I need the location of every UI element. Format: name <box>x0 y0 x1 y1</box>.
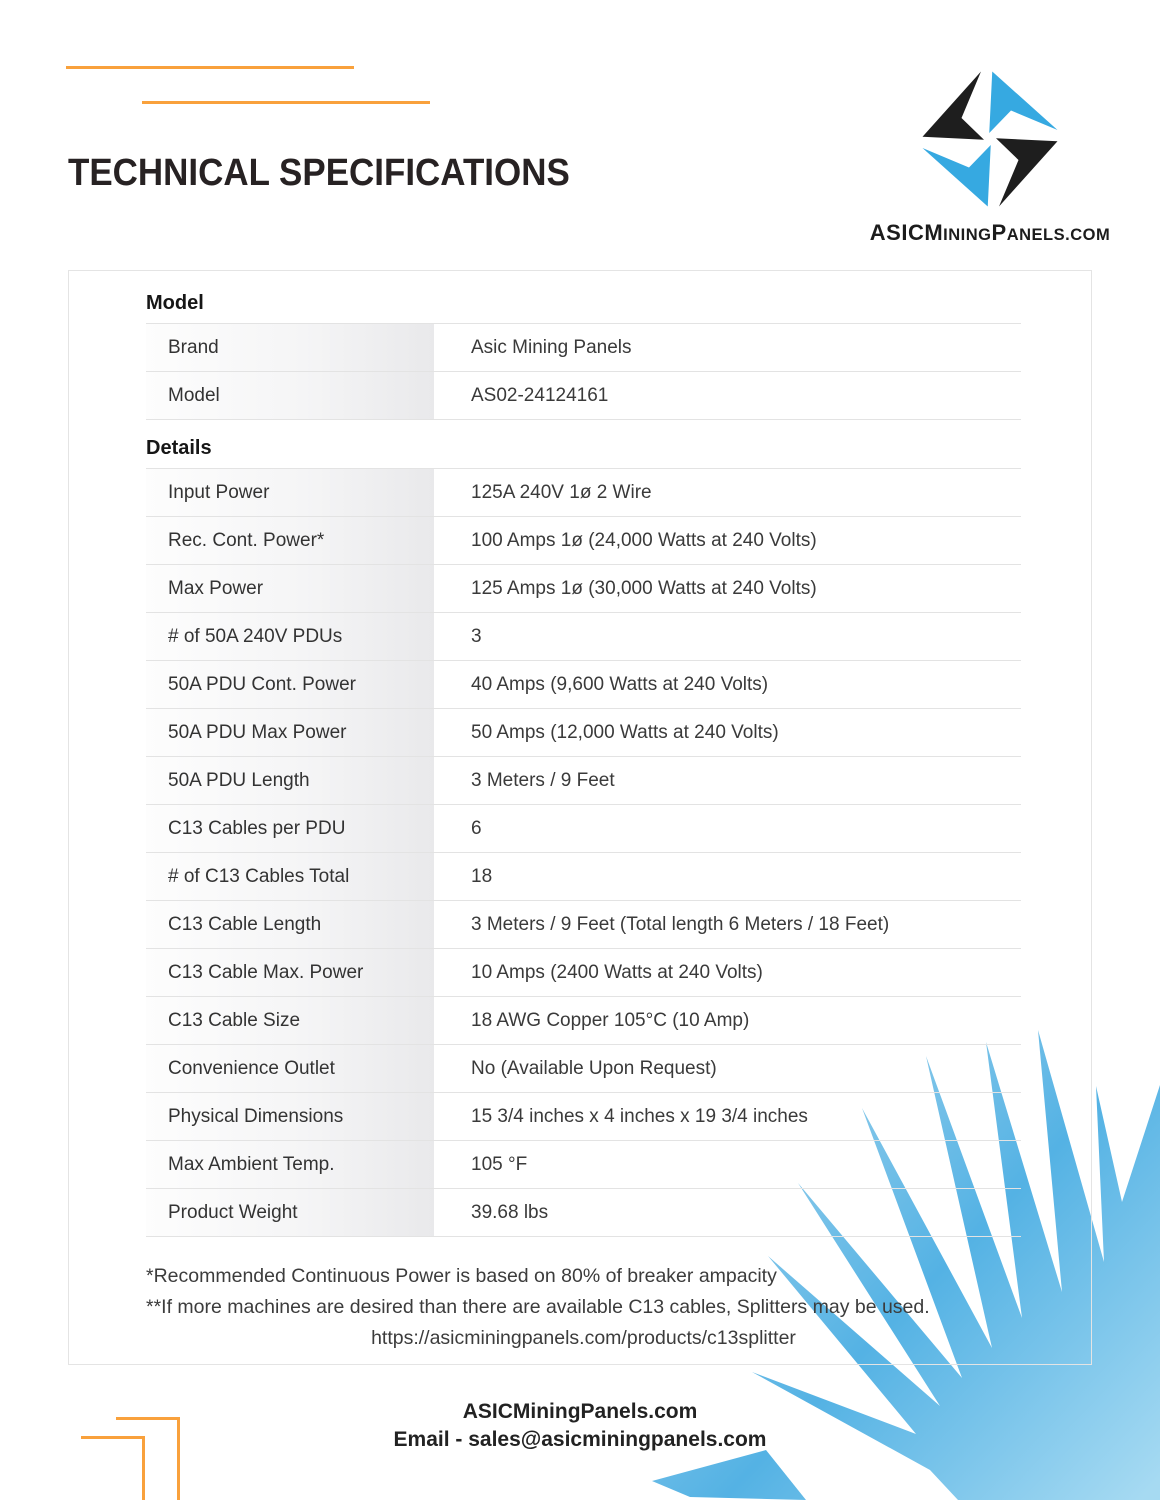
spec-label: Physical Dimensions <box>146 1093 434 1140</box>
spec-value: 40 Amps (9,600 Watts at 240 Volts) <box>471 673 769 695</box>
spec-card <box>68 270 1092 1365</box>
spec-row <box>146 565 1021 613</box>
spec-value: 6 <box>471 817 482 839</box>
spec-label: C13 Cable Length <box>146 901 434 948</box>
spec-label: 50A PDU Length <box>146 757 434 804</box>
spec-value: 18 <box>471 865 493 887</box>
corner-bracket-inner-vertical <box>142 1436 145 1500</box>
footnote-url: https://asicminingpanels.com/products/c13splitter <box>371 1327 796 1349</box>
page-footer <box>0 1398 1160 1454</box>
footnotes <box>146 1261 1021 1354</box>
brand-logo-mark <box>915 64 1065 214</box>
spec-label: Max Power <box>146 565 434 612</box>
spec-label: # of 50A 240V PDUs <box>146 613 434 660</box>
spec-value: 3 Meters / 9 Feet (Total length 6 Meters / 18 Feet) <box>471 913 890 935</box>
footnote-1: *Recommended Continuous Power is based on 80% of breaker ampacity <box>146 1265 777 1287</box>
corner-bracket-outer-vertical <box>177 1417 180 1500</box>
footer-site: ASICMiningPanels.com <box>462 1400 698 1423</box>
spec-value: 10 Amps (2400 Watts at 240 Volts) <box>471 961 763 983</box>
spec-value: 18 AWG Copper 105°C (10 Amp) <box>471 1009 750 1031</box>
logo-text-part: ASICM <box>869 220 944 245</box>
spec-label: Rec. Cont. Power* <box>146 517 434 564</box>
accent-line-top <box>66 66 354 69</box>
spec-value: 39.68 lbs <box>471 1201 549 1223</box>
spec-table <box>146 283 1091 1237</box>
logo-text-part: INING <box>943 226 992 244</box>
spec-row <box>146 1045 1021 1093</box>
spec-card-content <box>69 271 1091 1354</box>
spec-label: # of C13 Cables Total <box>146 853 434 900</box>
spec-row <box>146 1093 1021 1141</box>
spec-label: 50A PDU Cont. Power <box>146 661 434 708</box>
logo-text-part: .COM <box>1065 226 1111 244</box>
spec-value: 3 <box>471 625 482 647</box>
spec-row <box>146 469 1021 517</box>
spec-value: 100 Amps 1ø (24,000 Watts at 240 Volts) <box>471 529 817 551</box>
spec-value: 125A 240V 1ø 2 Wire <box>471 481 652 503</box>
spec-label: C13 Cable Max. Power <box>146 949 434 996</box>
spec-label: Brand <box>146 324 434 371</box>
spec-row <box>146 324 1021 372</box>
page-title: TECHNICAL SPECIFICATIONS <box>68 152 570 194</box>
logo-text-part: P <box>991 220 1007 245</box>
spec-row <box>146 613 1021 661</box>
spec-value: 15 3/4 inches x 4 inches x 19 3/4 inches <box>471 1105 808 1127</box>
footnote-2: **If more machines are desired than there are available C13 cables, Splitters may be used. <box>146 1296 930 1318</box>
spec-row <box>146 757 1021 805</box>
section-rows <box>146 323 1021 420</box>
spec-label: Input Power <box>146 469 434 516</box>
spec-value: No (Available Upon Request) <box>471 1057 717 1079</box>
spec-label: C13 Cable Size <box>146 997 434 1044</box>
spec-value: AS02-24124161 <box>471 384 609 406</box>
spec-value: 50 Amps (12,000 Watts at 240 Volts) <box>471 721 779 743</box>
spec-label: Product Weight <box>146 1189 434 1236</box>
corner-bracket-inner-horizontal <box>81 1436 145 1439</box>
spec-row <box>146 901 1021 949</box>
brand-logo-text <box>860 220 1120 246</box>
section-heading-details: Details <box>146 437 212 459</box>
spec-value: 125 Amps 1ø (30,000 Watts at 240 Volts) <box>471 577 817 599</box>
footer-email: Email - sales@asicminingpanels.com <box>393 1428 767 1451</box>
spec-label: C13 Cables per PDU <box>146 805 434 852</box>
spec-row <box>146 372 1021 420</box>
spec-label: Model <box>146 372 434 419</box>
brand-logo <box>915 64 1065 214</box>
spec-row <box>146 997 1021 1045</box>
accent-line-second <box>142 101 430 104</box>
corner-bracket-outer-horizontal <box>116 1417 180 1420</box>
section-rows <box>146 468 1021 1237</box>
spec-value: 3 Meters / 9 Feet <box>471 769 615 791</box>
spec-row <box>146 1141 1021 1189</box>
spec-value: Asic Mining Panels <box>471 336 632 358</box>
spec-label: 50A PDU Max Power <box>146 709 434 756</box>
spec-value: 105 °F <box>471 1153 528 1175</box>
spec-row <box>146 805 1021 853</box>
spec-row <box>146 949 1021 997</box>
spec-row <box>146 517 1021 565</box>
spec-row <box>146 853 1021 901</box>
spec-label: Convenience Outlet <box>146 1045 434 1092</box>
spec-row <box>146 1189 1021 1237</box>
section-heading-model: Model <box>146 292 204 314</box>
logo-text-part: ANELS <box>1006 226 1066 244</box>
spec-row <box>146 709 1021 757</box>
spec-label: Max Ambient Temp. <box>146 1141 434 1188</box>
spec-row <box>146 661 1021 709</box>
